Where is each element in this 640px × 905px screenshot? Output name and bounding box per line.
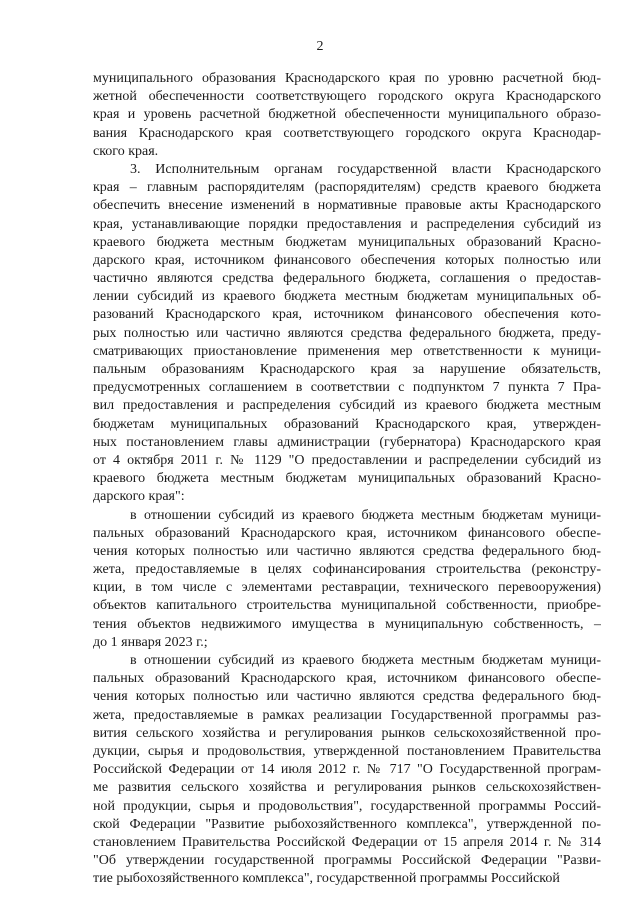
text-line: края, устанавливающие порядки предоставления и распределения субсидий из <box>93 216 601 232</box>
text-line: муниципального образования Краснодарского края по уровню расчетной бюд- <box>93 71 601 86</box>
text-line: пальным образованиям Краснодарского края за нарушение обязательств, <box>93 362 601 377</box>
paragraph <box>93 652 601 888</box>
text-line: 3. Исполнительным органам государственной власти Краснодарского <box>130 161 601 177</box>
text-line: ных постановлением главы администрации (губернатора) Краснодарского края <box>93 434 601 450</box>
text-line: частично являются средства федерального бюджета, соглашения о предостав- <box>93 271 601 287</box>
paragraph <box>93 70 601 161</box>
paragraph <box>93 507 601 653</box>
text-line: в отношении субсидий из краевого бюджета местным бюджетам муници- <box>130 653 601 668</box>
text-line: вития сельского хозяйства и регулирования рынков сельскохозяйственной про- <box>93 725 601 741</box>
text-line: рых полностью или частично являются средства федерального бюджета, преду- <box>93 325 601 341</box>
paragraph <box>93 161 601 507</box>
text-line: до 1 января 2023 г.; <box>93 634 208 650</box>
text-line: жета, предоставляемые в рамках реализации Государственной программы раз- <box>93 707 601 723</box>
text-line: чения которых полностью или частично являются средства федерального бюд- <box>93 689 601 705</box>
text-line: "Об утверждении государственной программы Российской Федерации "Разви- <box>93 853 601 869</box>
text-line: тие рыбохозяйственного комплекса", государственной программы Российской <box>93 871 560 887</box>
text-line: Российской Федерации от 14 июля 2012 г. № 717 "О Государственной програм- <box>93 762 601 778</box>
text-line: обеспечить внесение изменений в нормативные правовые акты Краснодарского <box>93 198 601 214</box>
text-line: становлением Правительства Российской Федерации от 15 апреля 2014 г. № 314 <box>93 834 601 850</box>
text-line: жета, предоставляемые в целях софинансирования строительства (реконстру- <box>93 562 601 578</box>
text-line: края – главным распорядителям (распорядителям) средств краевого бюджета <box>93 180 601 196</box>
text-line: краевого бюджета местным бюджетам муниципальных образований Красно- <box>93 234 601 250</box>
text-line: жетной обеспеченности соответствующего городского округа Краснодарского <box>93 89 601 105</box>
text-line: бюджетам муниципальных образований Краснодарского края, утвержден- <box>93 416 601 432</box>
text-line: чения которых полностью или частично являются средства федерального бюд- <box>93 543 601 559</box>
text-line: тения объектов недвижимого имущества в муниципальную собственность, – <box>93 616 601 632</box>
text-line: ной продукции, сырья и продовольствия", государственной программы Россий- <box>93 798 601 814</box>
text-line: в отношении субсидий из краевого бюджета местным бюджетам муници- <box>130 507 601 523</box>
text-line: ме развития сельского хозяйства и регулирования рынков сельскохозяйствен- <box>93 780 601 796</box>
text-line: дукции, сырья и продовольствия, утвержденной постановлением Правительства <box>93 743 601 759</box>
text-line: кции, в том числе с элементами реставрации, технического перевооружения) <box>93 580 601 596</box>
text-line: лении субсидий из краевого бюджета местным бюджетам муниципальных об- <box>93 289 601 305</box>
text-line: вания Краснодарского края соответствующего городского округа Краснодар- <box>93 125 601 141</box>
text-line: предусмотренных соглашением в соответствии с подпунктом 7 пункта 7 Пра- <box>93 380 601 396</box>
text-line: ской Федерации "Развитие рыбохозяйственного комплекса", утвержденной по- <box>93 816 601 832</box>
page-number: 2 <box>316 39 324 54</box>
text-line: пальных образований Краснодарского края, источником финансового обеспе- <box>93 671 601 687</box>
text-line: пальных образований Краснодарского края, источником финансового обеспе- <box>93 525 601 541</box>
text-line: разований Краснодарского края, источником финансового обеспечения кото- <box>93 307 601 323</box>
text-line: сматривающих приостановление применения мер ответственности к муници- <box>93 343 601 359</box>
text-line: от 4 октября 2011 г. № 1129 "О предоставлении и распределении субсидий из <box>93 452 601 468</box>
text-line: объектов капитального строительства муниципальной собственности, приобре- <box>93 598 601 614</box>
text-line: краевого бюджета местным бюджетам муниципальных образований Красно- <box>93 471 601 487</box>
document-body <box>93 70 601 888</box>
text-line: края и уровень расчетной бюджетной обеспеченности муниципального образо- <box>93 107 601 123</box>
text-line: дарского края": <box>93 489 185 505</box>
text-line: ского края. <box>93 143 159 159</box>
text-line: дарского края, источником финансового обеспечения которых полностью или <box>93 252 601 268</box>
text-line: вил предоставления и распределения субсидий из краевого бюджета местным <box>93 398 601 414</box>
